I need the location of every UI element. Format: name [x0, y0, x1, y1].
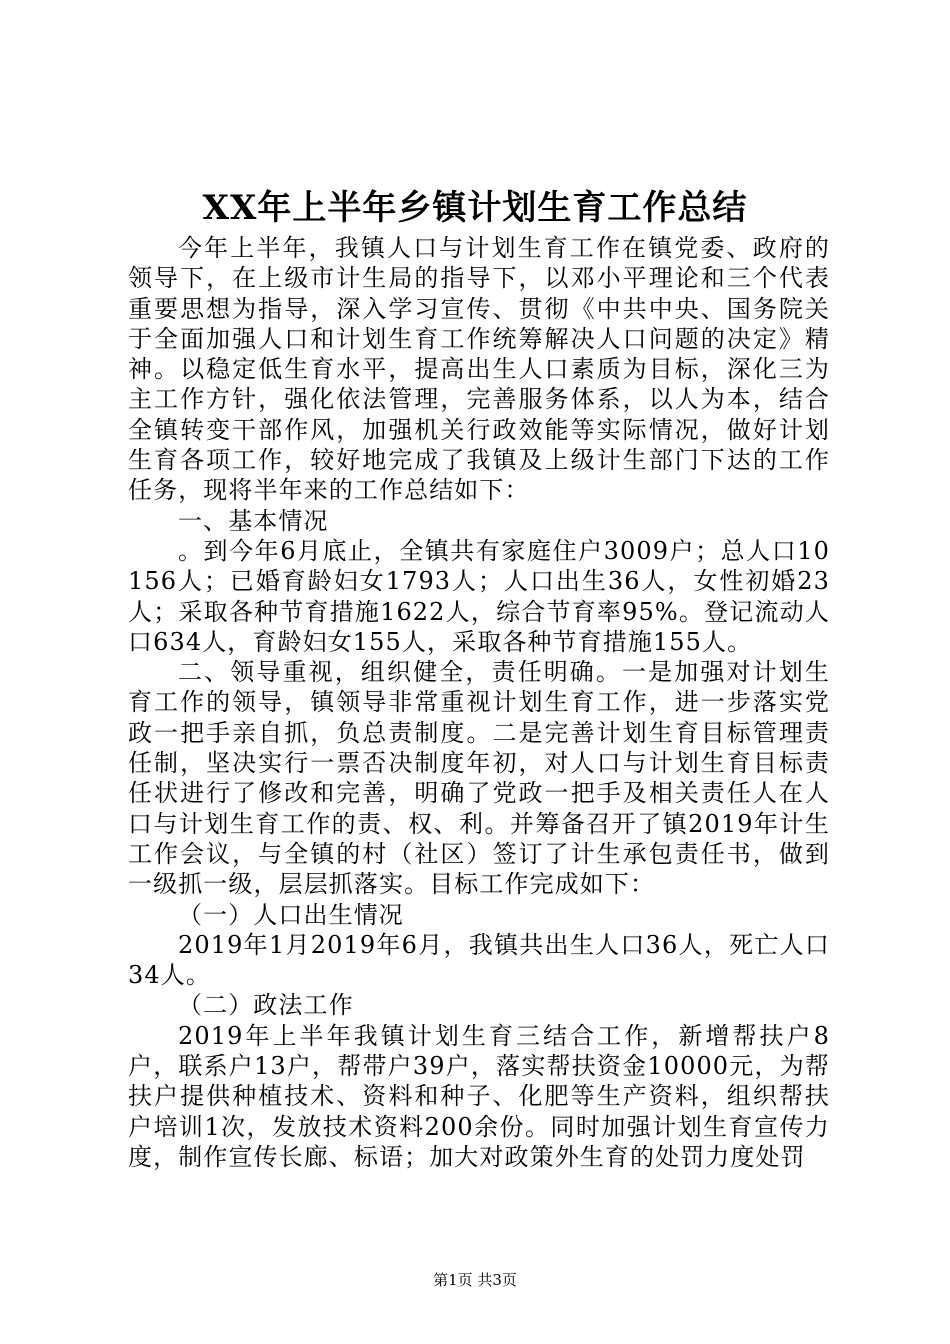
paragraph-leadership: 二、领导重视，组织健全，责任明确。一是加强对计划生育工作的领导，镇领导非常重视计划生育工作，进一步落实党政一把手亲自抓，负总责制度。二是完善计划生育目标管理责任制，坚决实行一票否决制度年初，对人口与计划生育目标责任状进行了修改和完善，明确了党政一把手及相关责任人在人口与计划生育工作的责、权、利。并筹备召开了镇2019年计生工作会议，与全镇的村（社区）签订了计生承包责任书，做到一级抓一级，层层抓落实。目标工作完成如下： — [128, 658, 830, 899]
paragraph-intro: 今年上半年，我镇人口与计划生育工作在镇党委、政府的领导下，在上级市计生局的指导下，以邓小平理论和三个代表重要思想为指导，深入学习宣传、贯彻《中共中央、国务院关于全面加强人口和计划生育工作统筹解决人口问题的决定》精神。以稳定低生育水平，提高出生人口素质为目标，深化三为主工作方针，强化依法管理，完善服务体系，以人为本，结合全镇转变干部作风，加强机关行政效能等实际情况，做好计划生育各项工作，较好地完成了我镇及上级计生部门下达的工作任务，现将半年来的工作总结如下： — [128, 234, 830, 505]
paragraph-basic-info: 。到今年6月底止，全镇共有家庭住户3009户；总人口10156人；已婚育龄妇女1793人；人口出生36人，女性初婚23人；采取各种节育措施1622人，综合节育率95%。登记流动人口634人，育龄妇女155人，采取各种节育措施155人。 — [128, 536, 830, 656]
paragraph-births: 2019年1月2019年6月，我镇共出生人口36人，死亡人口34人。 — [128, 930, 830, 990]
paragraph-legal: 2019年上半年我镇计划生育三结合工作，新增帮扶户8户，联系户13户，帮带户39户，落实帮扶资金10000元，为帮扶户提供种植技术、资料和种子、化肥等生产资料，组织帮扶户培训1次，发放技术资料200余份。同时加强计划生育宣传力度，制作宣传长廊、标语；加大对政策外生育的处罚力度处罚 — [128, 1021, 830, 1171]
page-number-footer: 第1页 共3页 — [433, 1271, 517, 1289]
subsection-heading-legal: （二）政法工作 — [178, 991, 354, 1020]
document-body — [128, 233, 830, 1172]
document-title: XX年上半年乡镇计划生育工作总结 — [202, 188, 748, 228]
section-heading-basic: 一、基本情况 — [178, 506, 329, 535]
subsection-heading-births: （一）人口出生情况 — [178, 900, 404, 929]
